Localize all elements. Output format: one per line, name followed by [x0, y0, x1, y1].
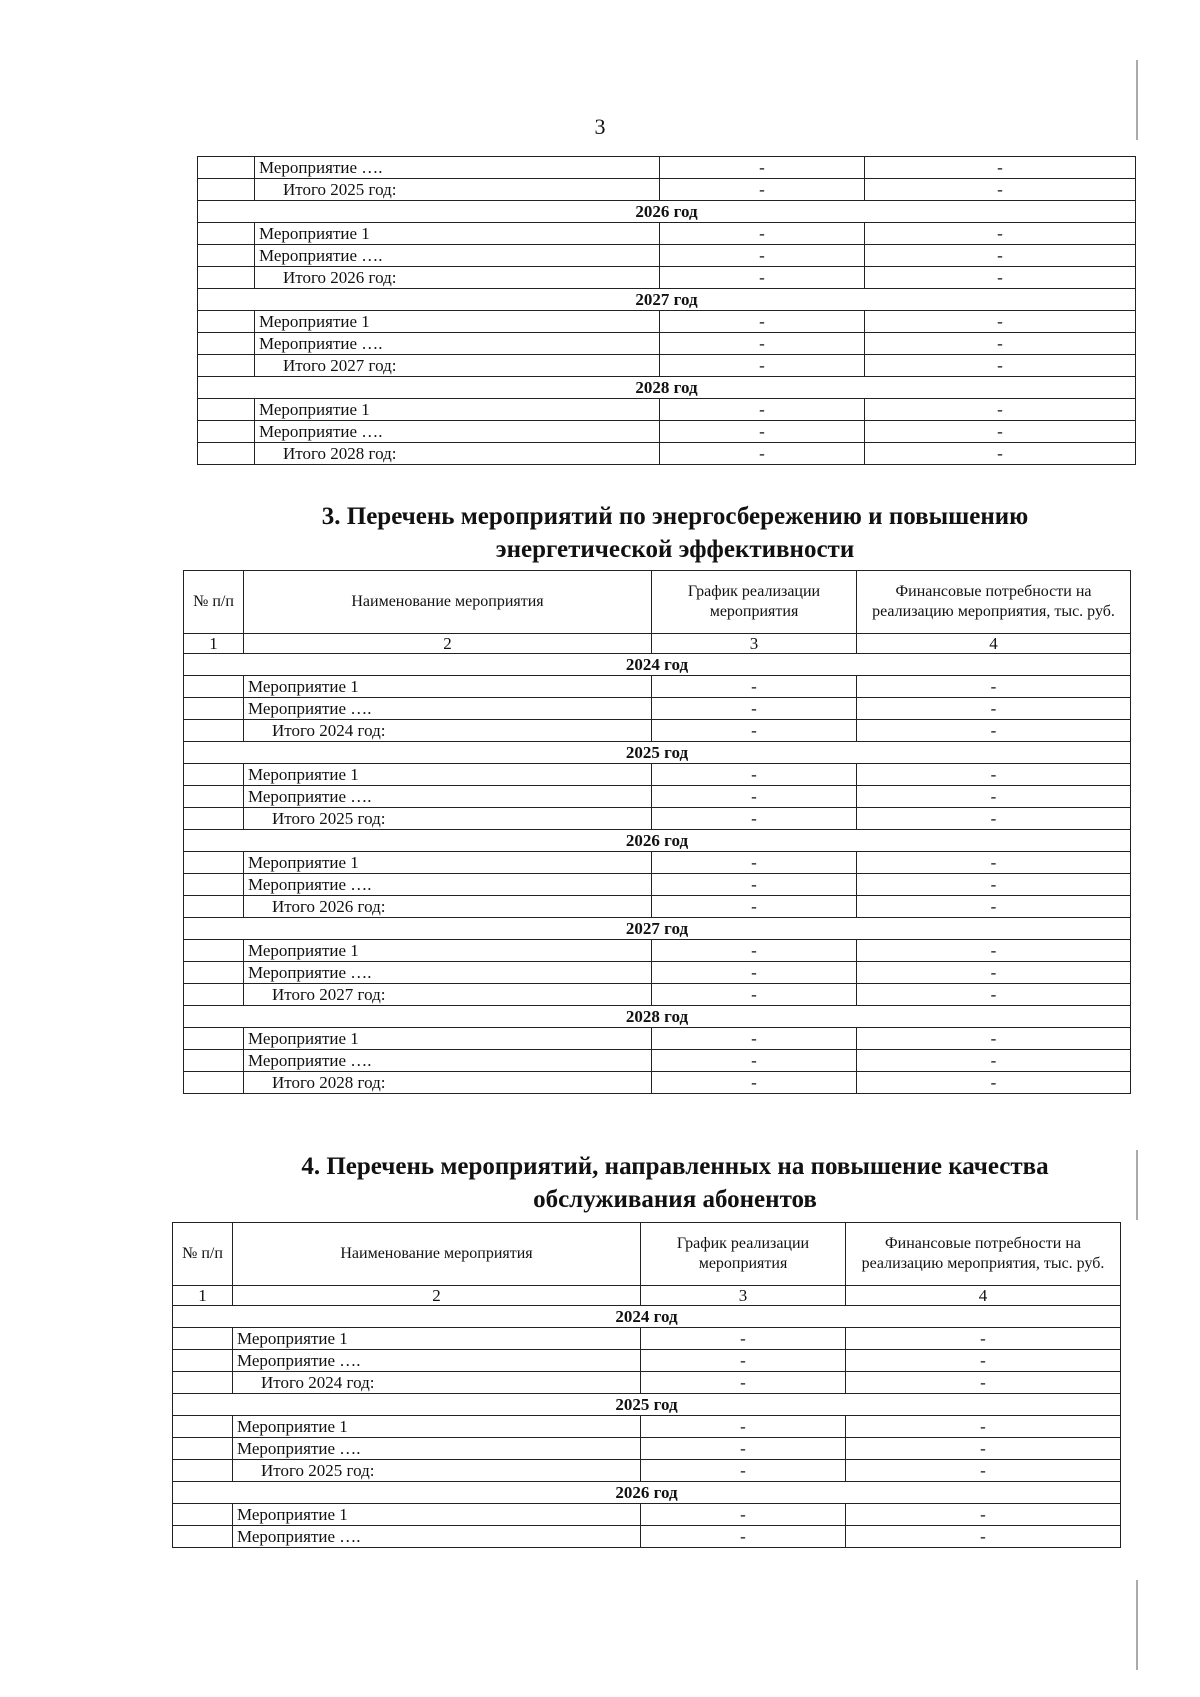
total-label: Итого 2028 год:: [244, 1072, 652, 1094]
event-name: Мероприятие ….: [255, 157, 660, 179]
row-number-cell: [184, 852, 244, 874]
row-number-cell: [198, 333, 255, 355]
schedule-value: -: [660, 421, 865, 443]
finance-value: -: [857, 962, 1131, 984]
table-row: [184, 786, 1131, 808]
row-number-cell: [184, 984, 244, 1006]
finance-value: -: [846, 1460, 1121, 1482]
header-row: [184, 571, 1131, 634]
total-label: Итого 2025 год:: [233, 1460, 641, 1482]
event-name: Мероприятие 1: [233, 1416, 641, 1438]
event-name: Мероприятие 1: [244, 764, 652, 786]
table-row: [173, 1328, 1121, 1350]
table-row: [184, 1028, 1131, 1050]
total-label: Итого 2026 год:: [255, 267, 660, 289]
finance-value: -: [857, 764, 1131, 786]
year-heading: 2024 год: [173, 1306, 1121, 1328]
row-number-cell: [198, 399, 255, 421]
row-number-cell: [184, 1072, 244, 1094]
column-number: 3: [641, 1286, 846, 1306]
year-row: [184, 1006, 1131, 1028]
year-heading: 2028 год: [184, 1006, 1131, 1028]
total-row: [173, 1372, 1121, 1394]
year-row: [184, 918, 1131, 940]
schedule-value: -: [660, 311, 865, 333]
finance-value: -: [857, 676, 1131, 698]
row-number-cell: [184, 962, 244, 984]
event-name: Мероприятие ….: [233, 1350, 641, 1372]
total-row: [198, 179, 1136, 201]
row-number-cell: [173, 1350, 233, 1372]
schedule-value: -: [652, 764, 857, 786]
schedule-value: -: [652, 874, 857, 896]
event-name: Мероприятие ….: [244, 1050, 652, 1072]
row-number-cell: [184, 874, 244, 896]
total-label: Итого 2024 год:: [233, 1372, 641, 1394]
row-number-cell: [173, 1504, 233, 1526]
event-name: Мероприятие 1: [244, 852, 652, 874]
schedule-value: -: [660, 443, 865, 465]
table-row: [198, 311, 1136, 333]
finance-value: -: [865, 443, 1136, 465]
table-row: [198, 333, 1136, 355]
schedule-value: -: [641, 1438, 846, 1460]
total-row: [198, 267, 1136, 289]
event-name: Мероприятие 1: [244, 940, 652, 962]
header-finance: Финансовые потребности на реализацию мероприятия, тыс. руб.: [846, 1223, 1121, 1286]
schedule-value: -: [641, 1460, 846, 1482]
row-number-cell: [184, 720, 244, 742]
event-name: Мероприятие ….: [244, 874, 652, 896]
schedule-value: -: [652, 1028, 857, 1050]
row-number-cell: [173, 1416, 233, 1438]
finance-value: -: [846, 1526, 1121, 1548]
event-name: Мероприятие ….: [255, 333, 660, 355]
finance-value: -: [865, 245, 1136, 267]
schedule-value: -: [660, 399, 865, 421]
total-label: Итого 2026 год:: [244, 896, 652, 918]
table-row: [198, 421, 1136, 443]
finance-value: -: [865, 399, 1136, 421]
finance-value: -: [857, 808, 1131, 830]
total-label: Итого 2028 год:: [255, 443, 660, 465]
year-row: [198, 289, 1136, 311]
year-row: [198, 201, 1136, 223]
schedule-value: -: [652, 786, 857, 808]
finance-value: -: [865, 333, 1136, 355]
table-row: [198, 245, 1136, 267]
year-heading: 2025 год: [184, 742, 1131, 764]
finance-value: -: [846, 1350, 1121, 1372]
row-number-cell: [198, 223, 255, 245]
schedule-value: -: [660, 179, 865, 201]
row-number-cell: [198, 311, 255, 333]
scan-edge-mark: [1136, 1580, 1138, 1670]
row-number-cell: [173, 1460, 233, 1482]
event-name: Мероприятие 1: [255, 399, 660, 421]
table-row: [184, 698, 1131, 720]
schedule-value: -: [652, 1072, 857, 1094]
event-name: Мероприятие ….: [244, 786, 652, 808]
year-row: [198, 377, 1136, 399]
column-number: 4: [857, 634, 1131, 654]
row-number-cell: [198, 245, 255, 267]
schedule-value: -: [641, 1372, 846, 1394]
finance-value: -: [857, 720, 1131, 742]
event-name: Мероприятие 1: [255, 311, 660, 333]
finance-value: -: [857, 1072, 1131, 1094]
row-number-cell: [198, 355, 255, 377]
finance-value: -: [846, 1372, 1121, 1394]
row-number-cell: [173, 1438, 233, 1460]
row-number-cell: [198, 267, 255, 289]
schedule-value: -: [641, 1526, 846, 1548]
total-row: [198, 443, 1136, 465]
event-name: Мероприятие 1: [244, 1028, 652, 1050]
section-3-title-line-1: 3. Перечень мероприятий по энергосбережению и повышению: [321, 503, 1029, 530]
finance-value: -: [857, 940, 1131, 962]
schedule-value: -: [652, 720, 857, 742]
table-row: [198, 223, 1136, 245]
year-row: [173, 1482, 1121, 1504]
section-4-title: [240, 1150, 1110, 1216]
year-heading: 2028 год: [198, 377, 1136, 399]
row-number-cell: [198, 443, 255, 465]
schedule-value: -: [652, 808, 857, 830]
year-heading: 2027 год: [184, 918, 1131, 940]
finance-value: -: [846, 1504, 1121, 1526]
row-number-cell: [198, 157, 255, 179]
header-name: Наименование мероприятия: [244, 571, 652, 634]
finance-value: -: [865, 157, 1136, 179]
column-number: 1: [173, 1286, 233, 1306]
table-row: [173, 1350, 1121, 1372]
finance-value: -: [865, 267, 1136, 289]
total-row: [184, 896, 1131, 918]
schedule-value: -: [652, 984, 857, 1006]
schedule-value: -: [652, 962, 857, 984]
finance-value: -: [857, 786, 1131, 808]
year-heading: 2025 год: [173, 1394, 1121, 1416]
schedule-value: -: [652, 1050, 857, 1072]
schedule-value: -: [652, 698, 857, 720]
finance-value: -: [857, 984, 1131, 1006]
schedule-value: -: [641, 1350, 846, 1372]
total-row: [184, 984, 1131, 1006]
header-num: № п/п: [184, 571, 244, 634]
column-number-row: [184, 634, 1131, 654]
year-heading: 2027 год: [198, 289, 1136, 311]
column-number: 2: [233, 1286, 641, 1306]
year-heading: 2026 год: [198, 201, 1136, 223]
total-row: [184, 808, 1131, 830]
header-schedule: График реализации мероприятия: [652, 571, 857, 634]
year-row: [184, 654, 1131, 676]
event-name: Мероприятие ….: [244, 698, 652, 720]
finance-value: -: [846, 1438, 1121, 1460]
row-number-cell: [173, 1372, 233, 1394]
finance-value: -: [857, 1050, 1131, 1072]
row-number-cell: [184, 808, 244, 830]
row-number-cell: [198, 421, 255, 443]
finance-value: -: [857, 896, 1131, 918]
event-name: Мероприятие ….: [255, 245, 660, 267]
header-row: [173, 1223, 1121, 1286]
schedule-value: -: [660, 267, 865, 289]
table-row: [184, 874, 1131, 896]
total-row: [198, 355, 1136, 377]
schedule-value: -: [660, 355, 865, 377]
year-row: [173, 1306, 1121, 1328]
year-row: [184, 742, 1131, 764]
event-name: Мероприятие 1: [244, 676, 652, 698]
row-number-cell: [184, 698, 244, 720]
table-row: [173, 1416, 1121, 1438]
table-row: [184, 940, 1131, 962]
column-number: 3: [652, 634, 857, 654]
section-4-title-line-2: обслуживания абонентов: [533, 1186, 817, 1213]
total-label: Итого 2027 год:: [255, 355, 660, 377]
table-row: [173, 1438, 1121, 1460]
finance-value: -: [857, 698, 1131, 720]
row-number-cell: [184, 764, 244, 786]
finance-value: -: [865, 179, 1136, 201]
schedule-value: -: [652, 676, 857, 698]
event-name: Мероприятие ….: [255, 421, 660, 443]
row-number-cell: [184, 896, 244, 918]
table-row: [184, 764, 1131, 786]
event-name: Мероприятие ….: [233, 1438, 641, 1460]
finance-value: -: [865, 355, 1136, 377]
table-row: [184, 962, 1131, 984]
row-number-cell: [184, 940, 244, 962]
column-number: 4: [846, 1286, 1121, 1306]
row-number-cell: [184, 676, 244, 698]
finance-value: -: [865, 223, 1136, 245]
event-name: Мероприятие 1: [233, 1504, 641, 1526]
scan-edge-mark: [1136, 1150, 1138, 1220]
schedule-value: -: [641, 1416, 846, 1438]
header-schedule: График реализации мероприятия: [641, 1223, 846, 1286]
finance-value: -: [846, 1328, 1121, 1350]
finance-value: -: [865, 421, 1136, 443]
schedule-value: -: [660, 157, 865, 179]
event-name: Мероприятие 1: [233, 1328, 641, 1350]
table-section-3: [183, 570, 1131, 1094]
finance-value: -: [857, 874, 1131, 896]
table-row: [184, 1050, 1131, 1072]
total-label: Итого 2024 год:: [244, 720, 652, 742]
schedule-value: -: [652, 852, 857, 874]
section-4-title-line-1: 4. Перечень мероприятий, направленных на повышение качества: [301, 1153, 1049, 1180]
year-row: [173, 1394, 1121, 1416]
total-row: [173, 1460, 1121, 1482]
header-name: Наименование мероприятия: [233, 1223, 641, 1286]
schedule-value: -: [660, 333, 865, 355]
header-finance: Финансовые потребности на реализацию мероприятия, тыс. руб.: [857, 571, 1131, 634]
row-number-cell: [173, 1328, 233, 1350]
finance-value: -: [865, 311, 1136, 333]
table-row: [184, 852, 1131, 874]
row-number-cell: [184, 786, 244, 808]
year-heading: 2026 год: [184, 830, 1131, 852]
scan-edge-mark: [1136, 60, 1138, 140]
finance-value: -: [846, 1416, 1121, 1438]
table-section-4: [172, 1222, 1121, 1548]
header-num: № п/п: [173, 1223, 233, 1286]
schedule-value: -: [660, 245, 865, 267]
column-number: 1: [184, 634, 244, 654]
schedule-value: -: [660, 223, 865, 245]
table-row: [173, 1504, 1121, 1526]
column-number-row: [173, 1286, 1121, 1306]
table-row: [198, 399, 1136, 421]
row-number-cell: [198, 179, 255, 201]
schedule-value: -: [652, 896, 857, 918]
table-row: [173, 1526, 1121, 1548]
total-label: Итого 2025 год:: [255, 179, 660, 201]
total-label: Итого 2025 год:: [244, 808, 652, 830]
year-heading: 2026 год: [173, 1482, 1121, 1504]
total-row: [184, 1072, 1131, 1094]
row-number-cell: [173, 1526, 233, 1548]
event-name: Мероприятие ….: [233, 1526, 641, 1548]
section-3-title: [240, 500, 1110, 566]
schedule-value: -: [652, 940, 857, 962]
year-row: [184, 830, 1131, 852]
finance-value: -: [857, 1028, 1131, 1050]
year-heading: 2024 год: [184, 654, 1131, 676]
column-number: 2: [244, 634, 652, 654]
row-number-cell: [184, 1028, 244, 1050]
total-label: Итого 2027 год:: [244, 984, 652, 1006]
event-name: Мероприятие ….: [244, 962, 652, 984]
total-row: [184, 720, 1131, 742]
schedule-value: -: [641, 1504, 846, 1526]
schedule-value: -: [641, 1328, 846, 1350]
table-row: [198, 157, 1136, 179]
table-row: [184, 676, 1131, 698]
finance-value: -: [857, 852, 1131, 874]
section-3-title-line-2: энергетической эффективности: [495, 536, 855, 563]
table-section-2-continued: [197, 156, 1136, 465]
page-number: 3: [594, 114, 606, 139]
row-number-cell: [184, 1050, 244, 1072]
event-name: Мероприятие 1: [255, 223, 660, 245]
